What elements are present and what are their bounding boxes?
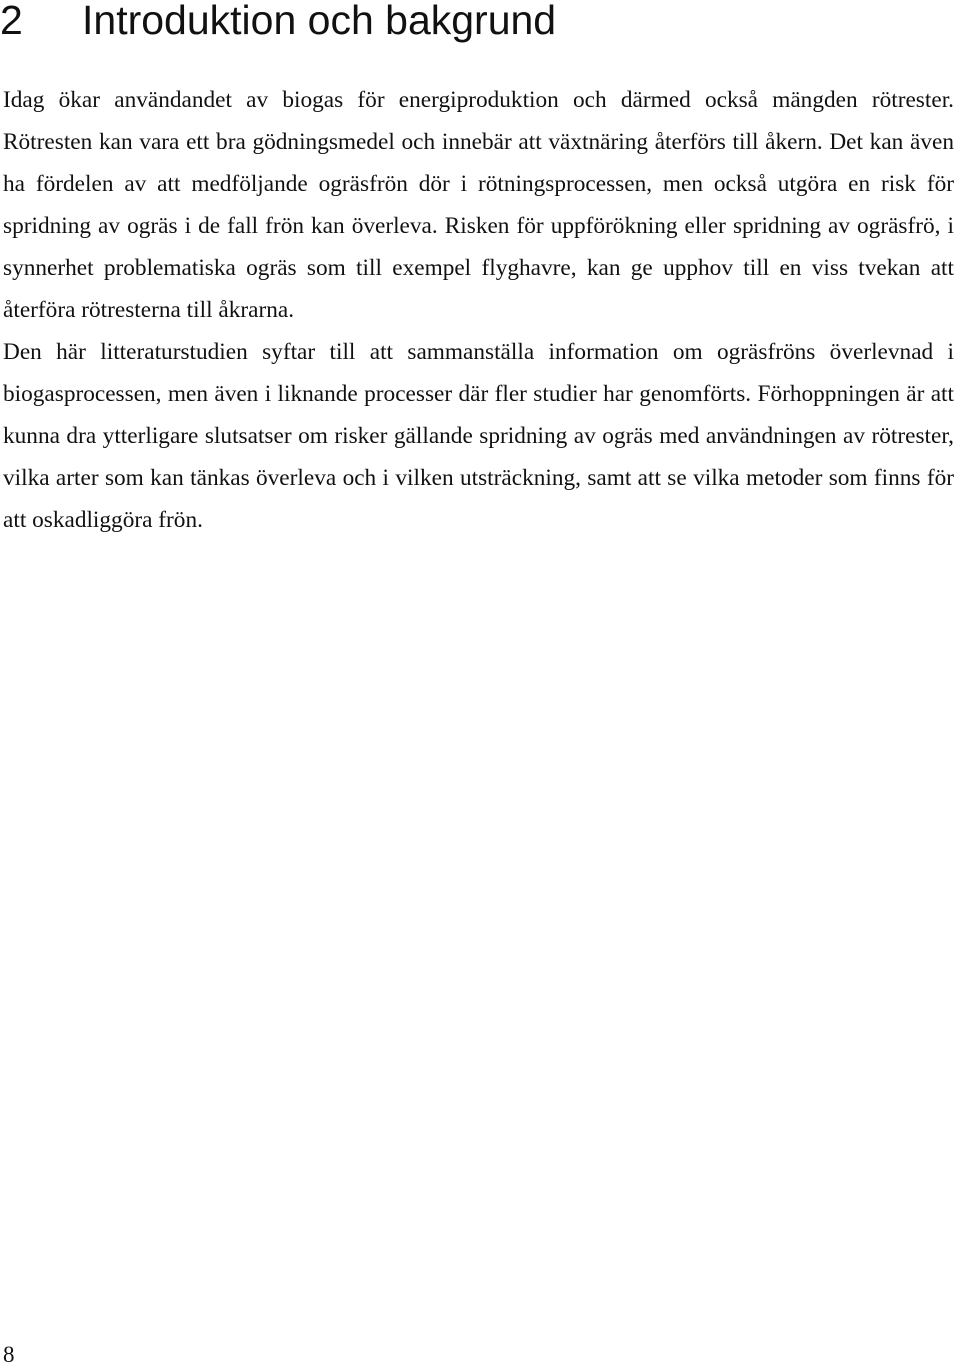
section-heading: [0, 0, 556, 46]
page-number: 8: [3, 1342, 15, 1367]
section-number: 2: [0, 0, 23, 43]
body-text: [3, 79, 954, 541]
section-title: Introduktion och bakgrund: [82, 0, 557, 43]
paragraph-intro: Idag ökar användandet av biogas för energiproduktion och därmed också mängden rötrester. Rötresten kan vara ett bra gödningsmedel och innebär att växtnäring återförs till åkern. Det kan även ha fördelen av att medföljande ogräsfrön dör i rötningsprocessen, men också utgöra en risk för spridning av ogräs i de fall frön kan överleva. Risken för uppförökning eller spridning av ogräsfrö, i synnerhet problematiska ogräs som till exempel flyghavre, kan ge upphov till en viss tvekan att återföra rötresterna till åkrarna.: [3, 87, 954, 323]
paragraph-purpose: Den här litteraturstudien syftar till att sammanställa information om ogräsfröns överlevnad i biogasprocessen, men även i liknande processer där fler studier har genomförts. Förhoppningen är att kunna dra ytterligare slutsatser om risker gällande spridning av ogräs med användningen av rötrester, vilka arter som kan tänkas överleva och i vilken utsträckning, samt att se vilka metoder som finns för att oskadliggöra frön.: [3, 339, 954, 533]
